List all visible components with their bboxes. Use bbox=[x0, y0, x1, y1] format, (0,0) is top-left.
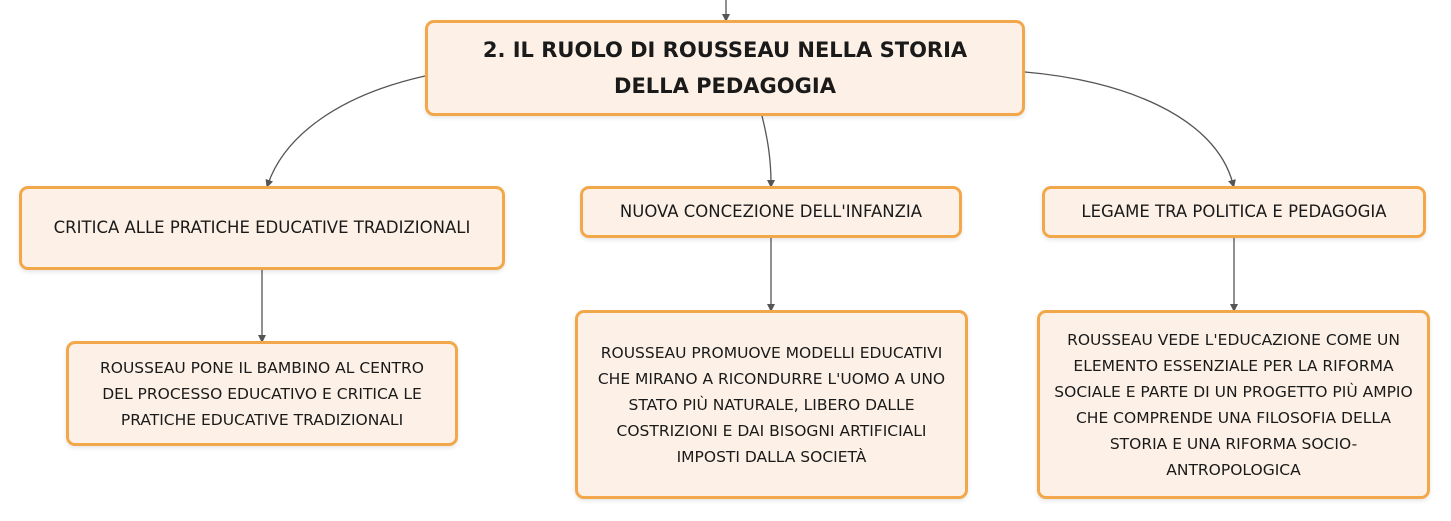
connector-root-to-branch-1 bbox=[268, 76, 425, 184]
root-node[interactable] bbox=[425, 20, 1025, 116]
branch-node-politica[interactable] bbox=[1042, 186, 1426, 238]
root-title: 2. IL RUOLO DI ROUSSEAU NELLA STORIA DELLA PEDAGOGIA bbox=[482, 38, 968, 98]
detail-node-critica[interactable] bbox=[66, 341, 458, 446]
detail-node-infanzia[interactable] bbox=[575, 310, 968, 499]
detail-text: ROUSSEAU PROMUOVE MODELLI EDUCATIVI CHE MIRANO A RICONDURRE L'UOMO A UNO STATO PIÙ NATURALE, LIBERO DALLE COSTRIZIONI E DAI BISOGNI ARTIFICIALI IMPOSTI DALLA SOCIETÀ bbox=[597, 343, 946, 466]
branch-label: LEGAME TRA POLITICA E PEDAGOGIA bbox=[1081, 202, 1387, 221]
branch-label: NUOVA CONCEZIONE DELL'INFANZIA bbox=[619, 202, 923, 221]
detail-node-politica[interactable] bbox=[1037, 310, 1430, 499]
detail-text: ROUSSEAU PONE IL BAMBINO AL CENTRO DEL PROCESSO EDUCATIVO E CRITICA LE PRATICHE EDUCATIVE TRADIZIONALI bbox=[99, 358, 424, 429]
connector-root-to-branch-3 bbox=[1025, 72, 1233, 184]
branch-node-infanzia[interactable] bbox=[580, 186, 962, 238]
detail-text: ROUSSEAU VEDE L'EDUCAZIONE COME UN ELEMENTO ESSENZIALE PER LA RIFORMA SOCIALE E PARTE DI UN PROGETTO PIÙ AMPIO CHE COMPRENDE UNA FILOSOFIA DELLA STORIA E UNA RIFORMA SOCIO-ANTROPOLOGICA bbox=[1054, 330, 1413, 479]
connector-root-to-branch-2 bbox=[762, 116, 771, 184]
branch-label: CRITICA ALLE PRATICHE EDUCATIVE TRADIZIONALI bbox=[53, 218, 471, 237]
branch-node-critica[interactable] bbox=[19, 186, 505, 270]
